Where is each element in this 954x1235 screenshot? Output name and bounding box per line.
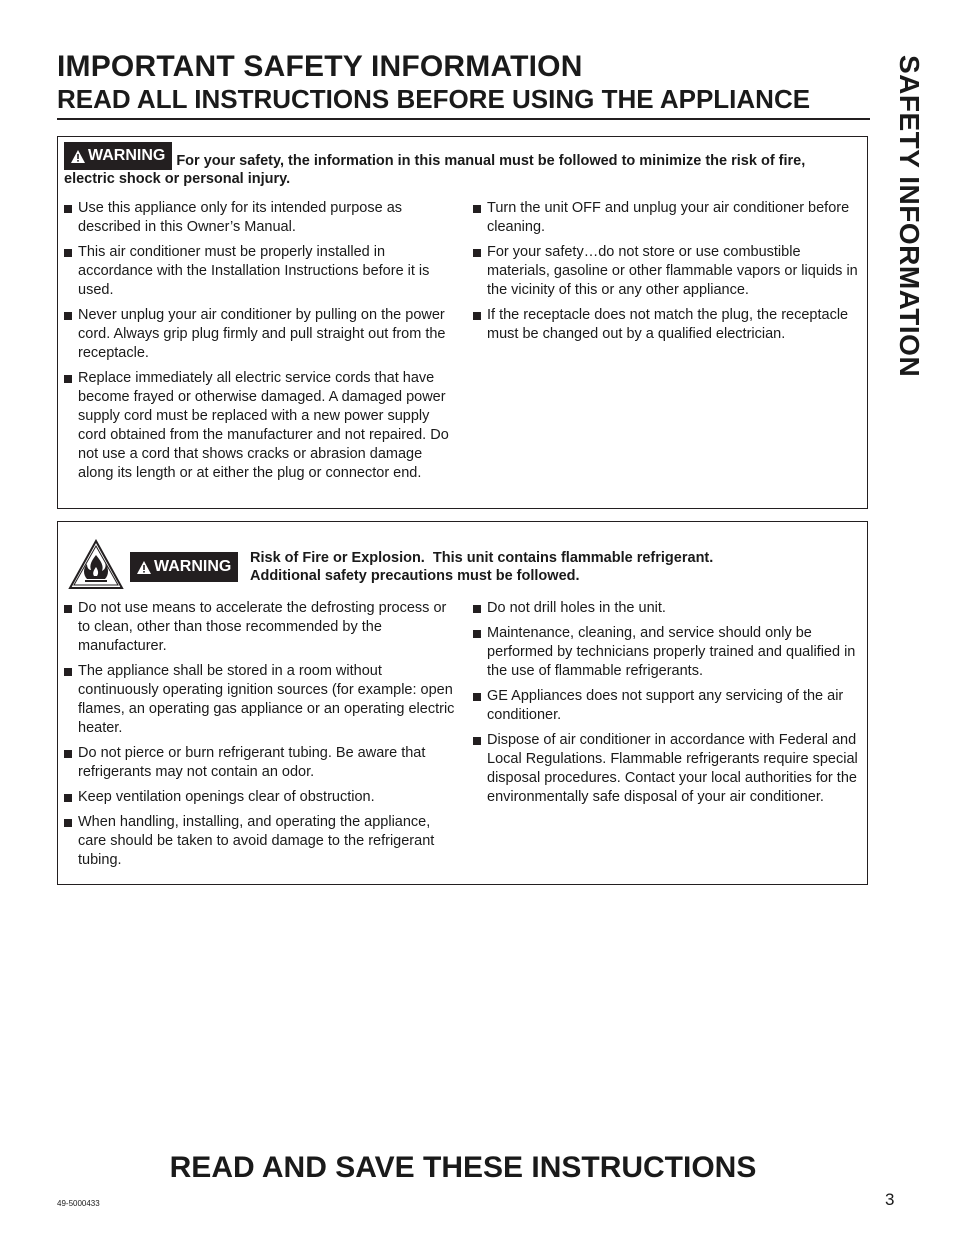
list-item: Replace immediately all electric service cords that have become frayed or otherwise damaged. A damaged power supply cord must be replaced with a new power supply cord obtained from the manufacturer and not repaired. Do not use a cord that shows cracks or abrasion damage along its length or at either the plug or connector end.	[64, 369, 459, 483]
list-item: Dispose of air conditioner in accordance with Federal and Local Regulations. Flammable refrigerants require special disposal procedures. Contact your local authorities for the environmentally safe disposal of your air conditioner.	[473, 731, 865, 807]
list-item: Do not pierce or burn refrigerant tubing. Be aware that refrigerants may not contain an odor.	[64, 744, 459, 782]
list-item: Use this appliance only for its intended purpose as described in this Owner’s Manual.	[64, 199, 459, 237]
flammable-fire-icon	[68, 539, 124, 590]
list-item: This air conditioner must be properly installed in accordance with the Installation Instructions before it is used.	[64, 243, 459, 300]
list-item: If the receptacle does not match the plug, the receptacle must be changed out by a qualified electrician.	[473, 306, 858, 344]
warning-badge	[64, 142, 172, 170]
warning-badge-label: WARNING	[88, 147, 166, 164]
title-divider	[57, 118, 870, 120]
general-warning-left-column	[64, 199, 459, 489]
warning-badge-label: WARNING	[154, 558, 232, 575]
refrigerant-warning-heading-line2: Additional safety precautions must be followed.	[250, 568, 580, 584]
list-item: Do not drill holes in the unit.	[473, 599, 865, 618]
document-number: 49-5000433	[57, 1199, 100, 1208]
warning-triangle-icon	[71, 150, 85, 163]
list-item: Never unplug your air conditioner by pulling on the power cord. Always grip plug firmly and pull straight out from the receptacle.	[64, 306, 459, 363]
page-number: 3	[885, 1190, 895, 1209]
page-title: IMPORTANT SAFETY INFORMATION	[57, 50, 583, 83]
general-warning-intro: For your safety, the information in this manual must be followed to minimize the risk of fire, electric shock or personal injury.	[64, 153, 806, 187]
refrigerant-warning-right-column	[473, 599, 865, 813]
general-warning-box	[57, 136, 868, 509]
refrigerant-warning-box	[57, 521, 868, 885]
list-item: Turn the unit OFF and unplug your air conditioner before cleaning.	[473, 199, 858, 237]
general-warning-right-list	[473, 199, 858, 344]
page-subtitle: READ ALL INSTRUCTIONS BEFORE USING THE APPLIANCE	[57, 84, 811, 114]
refrigerant-warning-right-list	[473, 599, 865, 807]
list-item: Do not use means to accelerate the defrosting process or to clean, other than those recommended by the manufacturer.	[64, 599, 459, 656]
list-item: Maintenance, cleaning, and service should only be performed by technicians properly trained and qualified in the use of flammable refrigerants.	[473, 624, 865, 681]
refrigerant-warning-heading-line1: Risk of Fire or Explosion. This unit contains flammable refrigerant.	[250, 550, 714, 566]
list-item: Keep ventilation openings clear of obstruction.	[64, 788, 459, 807]
warning-triangle-icon	[137, 561, 151, 574]
side-tab	[892, 55, 926, 415]
list-item: When handling, installing, and operating the appliance, care should be taken to avoid damage to the refrigerant tubing.	[64, 813, 459, 870]
refrigerant-warning-left-list	[64, 599, 459, 870]
warning-badge	[130, 552, 238, 582]
list-item: The appliance shall be stored in a room without continuously operating ignition sources (for example: open flames, an operating gas appliance or an operating electric heater.	[64, 662, 459, 738]
list-item: GE Appliances does not support any servicing of the air conditioner.	[473, 687, 865, 725]
general-warning-left-list	[64, 199, 459, 483]
footer-title: READ AND SAVE THESE INSTRUCTIONS	[169, 1151, 757, 1184]
general-warning-right-column	[473, 199, 858, 350]
refrigerant-warning-left-column	[64, 599, 459, 876]
general-warning-header	[64, 142, 843, 188]
refrigerant-warning-heading	[250, 549, 850, 585]
side-tab-label: SAFETY INFORMATION	[894, 55, 925, 378]
list-item: For your safety…do not store or use combustible materials, gasoline or other flammable vapors or liquids in the vicinity of this or any other appliance.	[473, 243, 858, 300]
